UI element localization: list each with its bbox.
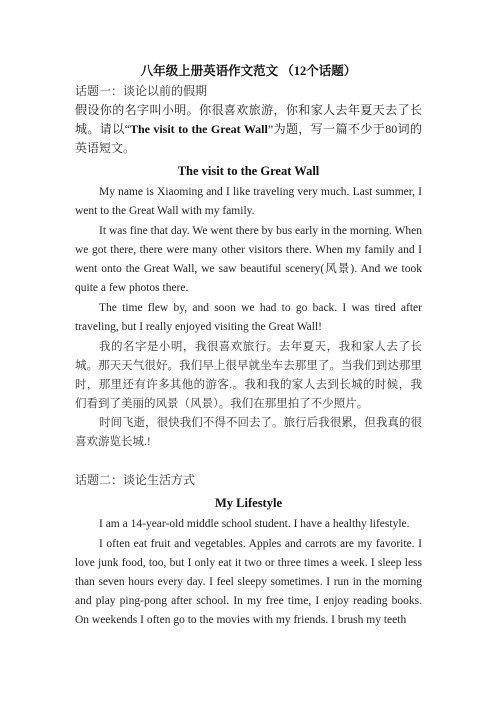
topic1-translation: 时间飞逝，很快我们不得不回去了。旅行后我很累，但我真的很喜欢游览长城.! [75, 417, 422, 448]
document-page [75, 62, 422, 631]
topic1-prompt-title: The visit to the Great Wall [129, 122, 268, 136]
topic1-paragraph: My name is Xiaoming and I like traveling very much. Last summer, I went to the Great Wall with my family. [75, 186, 422, 217]
topic1-paragraph: It was fine that day. We went there by bus early in the morning. When we got there, there were many other visitors there. When my family and I went onto the Great Wall, we saw beautiful scenery(风景). And we took quite a few photos there. [75, 225, 422, 294]
topic1-prompt-start: 假设你的名字叫小明。你很喜欢旅游，你和家人去年夏天去了长城。请以“ [75, 103, 422, 136]
topic1-essay-title: The visit to the Great Wall [177, 164, 320, 178]
topic1-prompt-end: ”为题，写一篇不少于80词的英语短文。 [75, 122, 423, 155]
topic1-translation: 我的名字是小明，我很喜欢旅行。去年夏天，我和家人去了长城。那天天气很好。我们早上很早就坐车去那里了。当我们到达那里时，那里还有许多其他的游客.。我和我的家人去到长城的时候，我们看到了美丽的风景（风景）。我们在那里拍了不少照片。 [75, 341, 422, 410]
document-title: 八年级上册英语作文范文 （12个话题） [140, 64, 357, 78]
topic2-paragraph: I often eat fruit and vegetables. Apples and carrots are my favorite. I love junk food, too, but I only eat it two or three times a week. I sleep less than seven hours every day. I feel sleepy sometimes. I run in the morning and play ping-pong after school. In my free time, I enjoy reading books. On weekends I often go to the movies with my friends. I brush my teeth [75, 538, 422, 626]
topic2-paragraph: I am a 14-year-old middle school student. I have a healthy lifestyle. [99, 518, 410, 530]
section-spacer [75, 452, 422, 471]
topic1-prompt [75, 101, 422, 158]
topic2-essay-title: My Lifestyle [215, 496, 282, 510]
topic1-paragraph: The time flew by, and soon we had to go back. I was tired after traveling, but I really enjoyed visiting the Great Wall! [75, 302, 422, 333]
topic1-label: 话题一：谈论以前的假期 [75, 84, 208, 98]
topic2-label: 话题二：谈论生活方式 [75, 473, 196, 487]
